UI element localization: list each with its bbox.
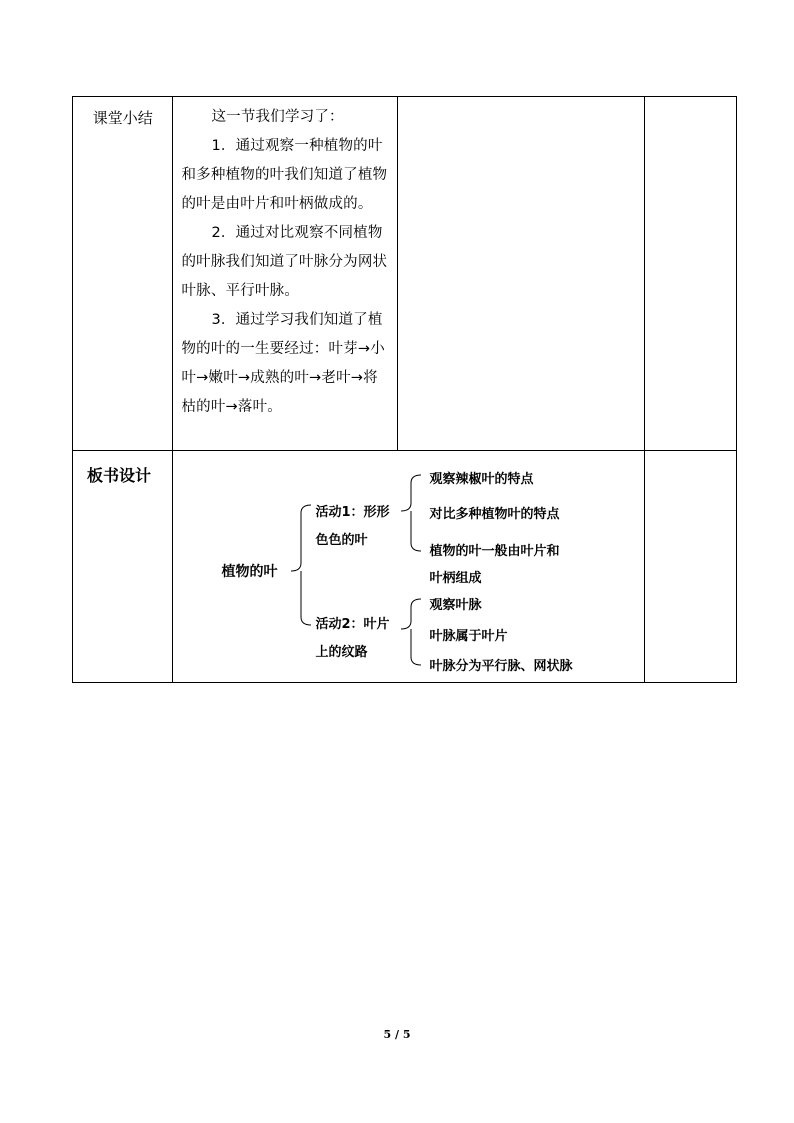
summary-row xyxy=(73,97,737,451)
activity1-item-3: 植物的叶一般由叶片和 xyxy=(429,544,560,559)
activity2-line1: 活动2：叶片 xyxy=(315,617,390,632)
activity2-line2: 上的纹路 xyxy=(315,645,368,660)
summary-content-cell xyxy=(173,97,398,451)
board-row xyxy=(73,451,737,683)
board-root: 植物的叶 xyxy=(221,564,278,580)
lesson-table xyxy=(72,96,737,683)
page-number: 5 / 5 xyxy=(383,1028,411,1041)
summary-label: 课堂小结 xyxy=(92,109,153,127)
activity1-item-1: 观察辣椒叶的特点 xyxy=(429,472,534,487)
board-label: 板书设计 xyxy=(87,466,152,485)
summary-empty-cell-1 xyxy=(398,97,644,451)
board-diagram-cell xyxy=(173,451,644,683)
summary-point-1: 1．通过观察一种植物的叶和多种植物的叶我们知道了植物的叶是由叶片和叶柄做成的。 xyxy=(181,138,388,212)
summary-empty-cell-2 xyxy=(644,97,736,451)
activity2-item-1: 观察叶脉 xyxy=(429,598,482,613)
summary-point-2: 2．通过对比观察不同植物的叶脉我们知道了叶脉分为网状叶脉、平行叶脉。 xyxy=(181,225,388,299)
activity2-item-3: 叶脉分为平行脉、网状脉 xyxy=(429,659,573,674)
activity2-item-2: 叶脉属于叶片 xyxy=(429,629,508,644)
board-label-cell xyxy=(73,451,173,683)
activity1-item-4: 叶柄组成 xyxy=(429,571,482,586)
board-diagram xyxy=(173,451,643,682)
summary-label-cell xyxy=(73,97,173,451)
activity1-item-2: 对比多种植物叶的特点 xyxy=(429,507,560,522)
board-empty-cell xyxy=(644,451,736,683)
summary-intro: 这一节我们学习了： xyxy=(211,109,344,125)
activity1-line2: 色色的叶 xyxy=(315,533,368,548)
summary-point-3: 3．通过学习我们知道了植物的叶的一生要经过：叶芽→小叶→嫩叶→成熟的叶→老叶→将枯的叶→落叶。 xyxy=(181,312,385,415)
activity1-line1: 活动1：形形 xyxy=(315,505,390,520)
